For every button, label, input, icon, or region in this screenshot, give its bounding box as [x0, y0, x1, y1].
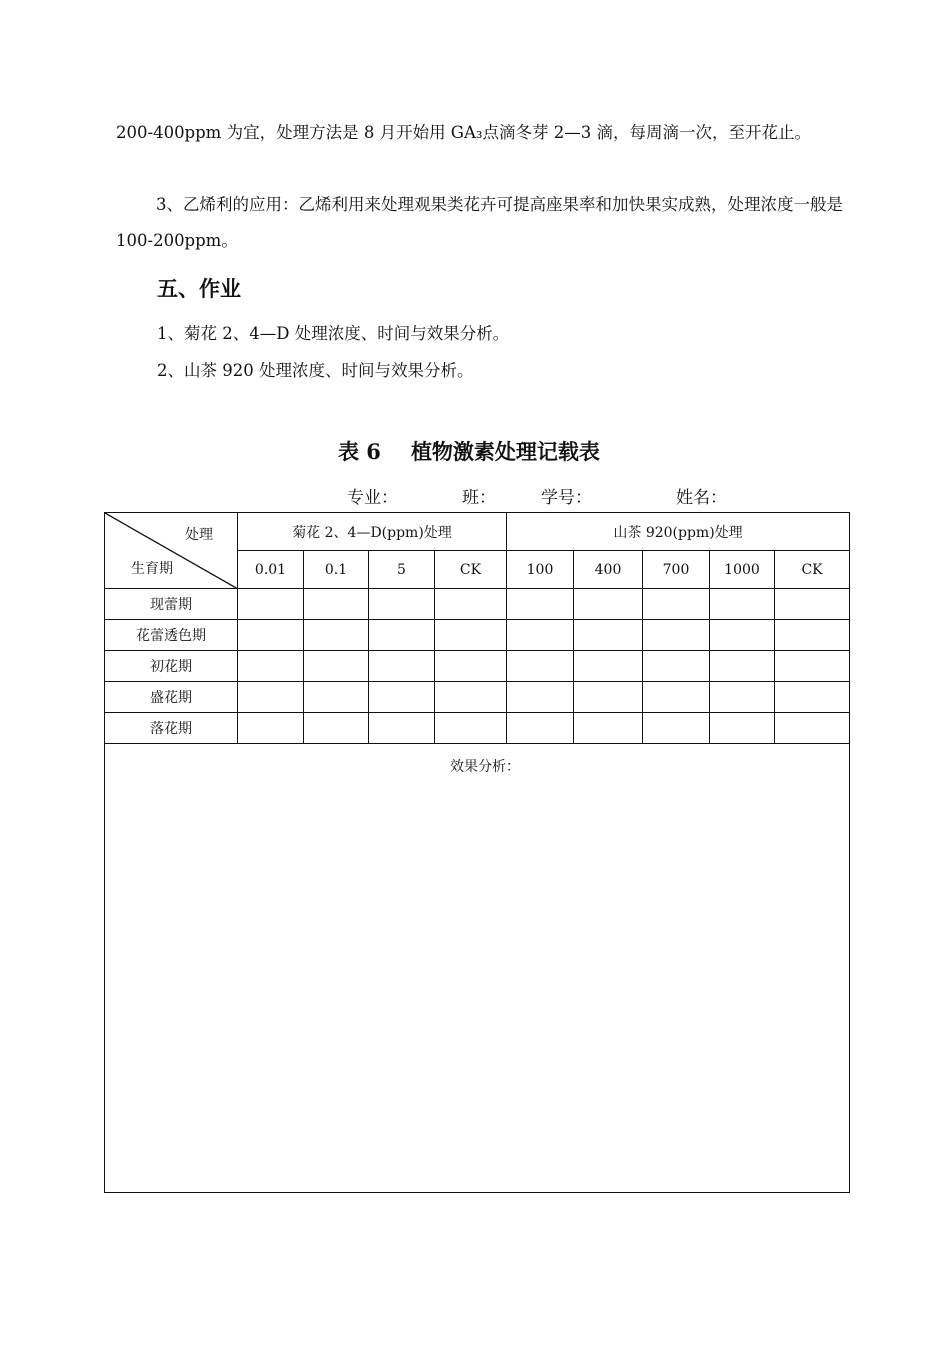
empty-cell[interactable] [304, 682, 369, 713]
empty-cell[interactable] [435, 682, 507, 713]
column-header: 100 [507, 551, 574, 589]
empty-cell[interactable] [304, 651, 369, 682]
empty-cell[interactable] [304, 589, 369, 620]
stage-label: 落花期 [105, 713, 238, 744]
empty-cell[interactable] [304, 713, 369, 744]
group-header-camellia: 山茶 920(ppm)处理 [507, 513, 850, 551]
empty-cell[interactable] [369, 713, 435, 744]
empty-cell[interactable] [643, 589, 710, 620]
empty-cell[interactable] [574, 620, 643, 651]
empty-cell[interactable] [643, 620, 710, 651]
empty-cell[interactable] [369, 682, 435, 713]
column-header: 400 [574, 551, 643, 589]
empty-cell[interactable] [435, 589, 507, 620]
record-table [104, 512, 850, 1193]
empty-cell[interactable] [775, 651, 850, 682]
table-title-text: 植物激素处理记载表 [410, 439, 600, 464]
corner-label-stage: 生育期 [131, 561, 173, 577]
stage-label: 现蕾期 [105, 589, 238, 620]
section-heading: 五、作业 [157, 276, 241, 301]
empty-cell[interactable] [304, 620, 369, 651]
empty-cell[interactable] [643, 713, 710, 744]
stage-label: 初花期 [105, 651, 238, 682]
empty-cell[interactable] [238, 682, 304, 713]
column-header: 5 [369, 551, 435, 589]
empty-cell[interactable] [710, 589, 775, 620]
empty-cell[interactable] [507, 620, 574, 651]
empty-cell[interactable] [643, 682, 710, 713]
table-row [105, 682, 850, 713]
empty-cell[interactable] [775, 620, 850, 651]
table-row [105, 713, 850, 744]
empty-cell[interactable] [775, 682, 850, 713]
meta-name-label: 姓名： [676, 488, 727, 508]
empty-cell[interactable] [507, 713, 574, 744]
empty-cell[interactable] [238, 713, 304, 744]
table-row [105, 651, 850, 682]
column-header: 1000 [710, 551, 775, 589]
table-number: 表 6 [338, 439, 381, 464]
column-header: CK [435, 551, 507, 589]
empty-cell[interactable] [238, 651, 304, 682]
empty-cell[interactable] [507, 651, 574, 682]
empty-cell[interactable] [369, 620, 435, 651]
empty-cell[interactable] [574, 651, 643, 682]
empty-cell[interactable] [507, 682, 574, 713]
empty-cell[interactable] [574, 682, 643, 713]
empty-cell[interactable] [507, 589, 574, 620]
column-header: 700 [643, 551, 710, 589]
table-title [338, 436, 600, 466]
meta-class-label: 班： [462, 488, 496, 508]
empty-cell[interactable] [710, 651, 775, 682]
body-paragraph: 3、乙烯利的应用：乙烯利用来处理观果类花卉可提高座果率和加快果实成熟，处理浓度一般是 100-200ppm。 [116, 195, 843, 250]
corner-header-cell [105, 513, 238, 589]
homework-item: 1、菊花 2、4—D 处理浓度、时间与效果分析。 [157, 324, 510, 343]
empty-cell[interactable] [710, 620, 775, 651]
empty-cell[interactable] [238, 620, 304, 651]
table-row [105, 589, 850, 620]
empty-cell[interactable] [369, 589, 435, 620]
corner-label-treatment: 处理 [185, 527, 213, 543]
empty-cell[interactable] [238, 589, 304, 620]
empty-cell[interactable] [710, 682, 775, 713]
column-header: 0.01 [238, 551, 304, 589]
empty-cell[interactable] [435, 651, 507, 682]
empty-cell[interactable] [435, 620, 507, 651]
analysis-label: 效果分析： [450, 759, 521, 775]
body-paragraph: 200-400ppm 为宜，处理方法是 8 月开始用 GA₃点滴冬芽 2—3 滴，每周滴一次，至开花止。 [116, 123, 812, 142]
group-header-chrysanthemum: 菊花 2、4—D(ppm)处理 [238, 513, 507, 551]
empty-cell[interactable] [710, 713, 775, 744]
empty-cell[interactable] [369, 651, 435, 682]
column-header: CK [775, 551, 850, 589]
table-row [105, 620, 850, 651]
stage-label: 盛花期 [105, 682, 238, 713]
empty-cell[interactable] [643, 651, 710, 682]
meta-student-id-label: 学号： [541, 488, 592, 508]
empty-cell[interactable] [775, 713, 850, 744]
homework-item: 2、山茶 920 处理浓度、时间与效果分析。 [157, 361, 474, 380]
empty-cell[interactable] [574, 713, 643, 744]
empty-cell[interactable] [435, 713, 507, 744]
meta-major-label: 专业： [347, 488, 398, 508]
column-header: 0.1 [304, 551, 369, 589]
analysis-area[interactable] [105, 744, 850, 1193]
stage-label: 花蕾透色期 [105, 620, 238, 651]
empty-cell[interactable] [574, 589, 643, 620]
empty-cell[interactable] [775, 589, 850, 620]
